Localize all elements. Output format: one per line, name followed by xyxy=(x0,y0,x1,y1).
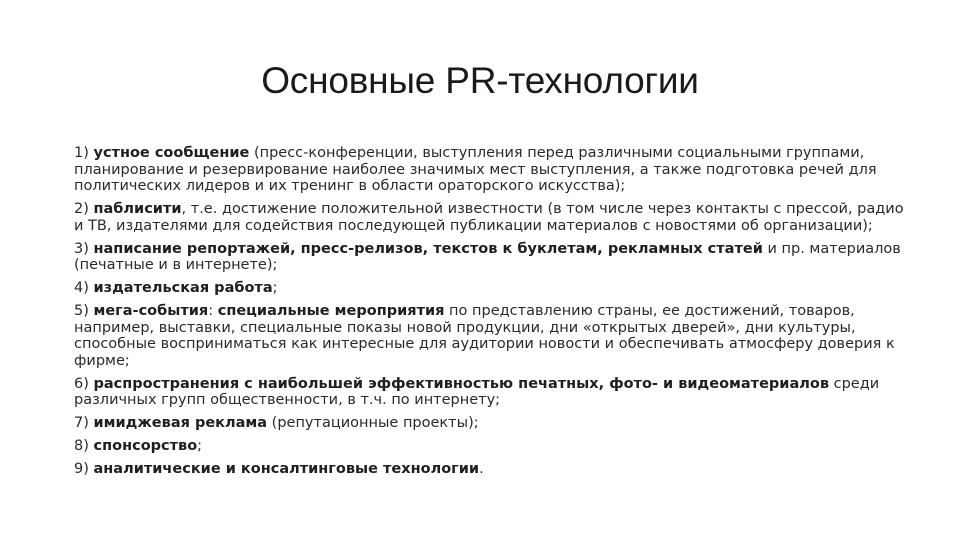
list-item xyxy=(74,303,904,369)
item-keyword: мега-события xyxy=(93,303,209,319)
item-keyword: спонсорство xyxy=(93,438,198,454)
list-item xyxy=(74,145,904,195)
list-item xyxy=(74,241,904,274)
item-text: 3) xyxy=(74,240,94,257)
item-text: 6) xyxy=(74,375,94,392)
list-item xyxy=(74,201,904,234)
item-keyword: паблисити xyxy=(93,201,182,217)
item-text: по представлению страны, ее достижений, товаров, например, выставки, специальные показы новой продукции, дни «открытых дверей», дни культуры, способные восприниматься как интересные для аудитории новости и обеспечивать атмосферу доверия к фирме; xyxy=(74,303,895,369)
technology-list xyxy=(74,145,904,484)
item-keyword: издательская работа xyxy=(93,280,273,296)
item-keyword: аналитические и консалтинговые технологии xyxy=(93,461,480,477)
list-item xyxy=(74,438,904,455)
item-text: : xyxy=(208,303,218,319)
list-item xyxy=(74,415,904,432)
item-text: 2) xyxy=(74,201,94,217)
item-text: 9) xyxy=(74,461,94,477)
item-text: ; xyxy=(197,438,203,454)
item-text: 4) xyxy=(74,280,94,296)
item-text: 8) xyxy=(74,438,94,454)
item-text: 7) xyxy=(74,415,94,431)
list-item xyxy=(74,280,904,297)
item-text: , т.е. достижение положительной известности (в том числе через контакты с прессой, радио и ТВ, издателями для содействия последующей публикации материалов с новостями об организации); xyxy=(74,201,904,234)
list-item xyxy=(74,461,904,478)
item-text: 5) xyxy=(74,303,94,319)
item-text: (пресс-конференции, выступления перед различными социальными группами, планирование и резервирование наиболее значимых мест выступления, а также подготовка речей для политических лидеров и их тренинг в области ораторского искусства); xyxy=(74,145,877,194)
item-keyword: специальные мероприятия xyxy=(217,303,445,319)
item-text: и пр. материалов (печатные и в интернете); xyxy=(74,240,901,273)
slide-title: Основные PR-технологии xyxy=(261,60,699,101)
item-keyword: написание репортажей, пресс-релизов, текстов к буклетам, рекламных статей xyxy=(93,240,763,257)
item-text: (репутационные проекты); xyxy=(267,415,479,431)
item-text: ; xyxy=(272,280,278,296)
item-keyword: устное сообщение xyxy=(93,145,250,161)
item-text: среди различных групп общественности, в т.ч. по интернету; xyxy=(74,375,880,408)
list-item xyxy=(74,376,904,409)
item-keyword: имиджевая реклама xyxy=(93,415,268,431)
item-keyword: распространения с наибольшей эффективностью печатных, фото- и видеоматериалов xyxy=(93,375,829,392)
item-text: . xyxy=(479,461,484,477)
item-text: 1) xyxy=(74,145,94,161)
